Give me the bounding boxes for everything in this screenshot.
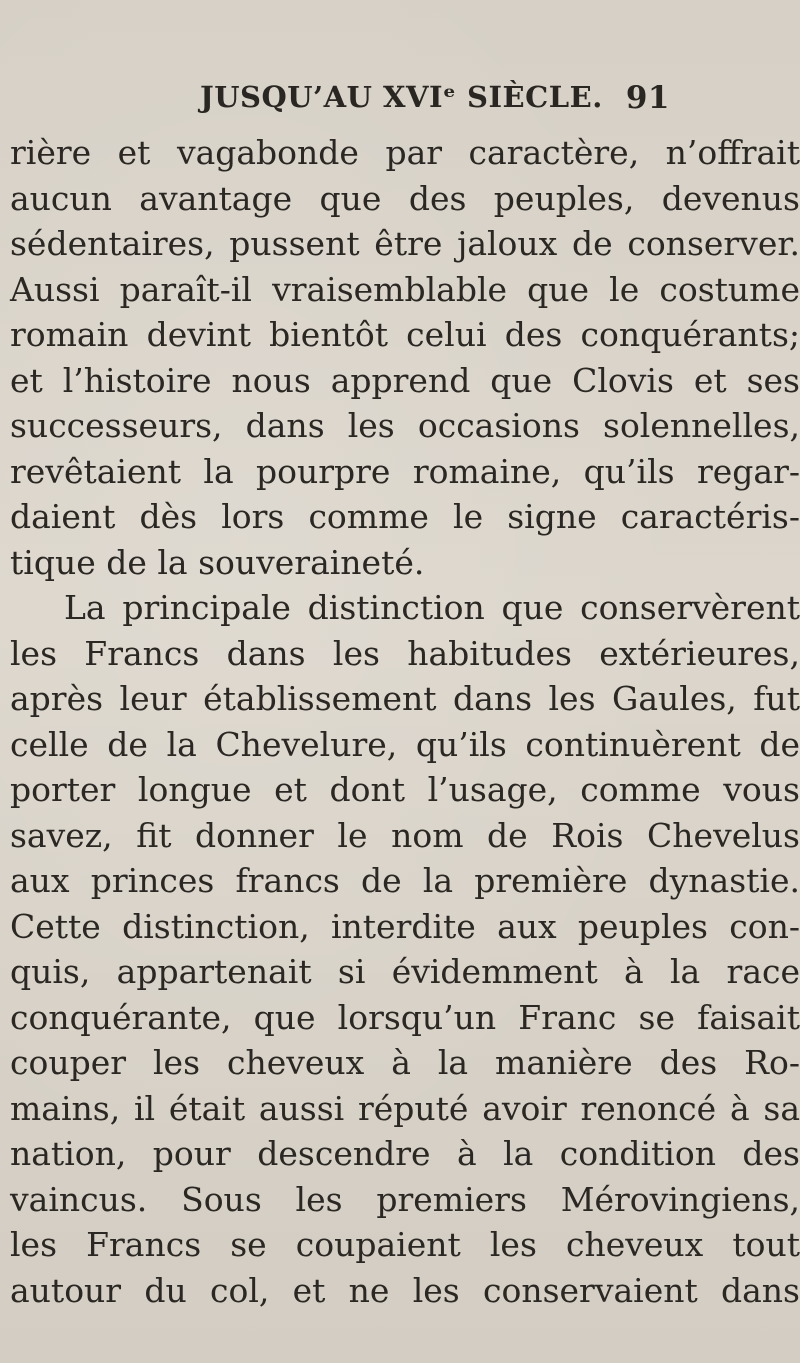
body-text	[10, 130, 800, 1313]
text-line: mains, il était aussi réputé avoir renoncé à sa	[10, 1088, 800, 1128]
text-line: sédentaires, pussent être jaloux de conserver.	[10, 224, 800, 263]
running-title: JUSQU’AU XVIᵉ SIÈCLE.	[200, 80, 603, 114]
text-line: après leur établissement dans les Gaules, fut	[10, 679, 800, 718]
text-line: couper les cheveux à la manière des Ro-	[10, 1043, 800, 1082]
text-line: daient dès lors comme le signe caractéris-	[10, 497, 800, 536]
text-line: rière et vagabonde par caractère, n’offrait	[10, 133, 800, 172]
text-line: aux princes francs de la première dynastie.	[10, 861, 800, 900]
text-line-paragraph-end: tique de la souveraineté.	[10, 542, 425, 582]
text-line: Cette distinction, interdite aux peuples con-	[10, 906, 800, 946]
text-line: quis, appartenait si évidemment à la race	[10, 952, 800, 991]
text-line-paragraph-start: La principale distinction que conservèrent	[64, 588, 800, 627]
text-line: Aussi paraît-il vraisemblable que le costume	[10, 269, 800, 309]
text-line: romain devint bientôt celui des conquérants;	[10, 315, 800, 354]
text-line: autour du col, et ne les conservaient dans	[10, 1270, 800, 1310]
page-header	[200, 80, 670, 128]
text-line: savez, fit donner le nom de Rois Chevelus	[10, 815, 800, 855]
text-line: conquérante, que lorsqu’un Franc se faisait	[10, 997, 800, 1037]
text-line: les Francs se coupaient les cheveux tout	[10, 1225, 800, 1264]
text-line: les Francs dans les habitudes extérieures,	[10, 633, 800, 673]
page-number: 91	[625, 80, 670, 116]
text-line: porter longue et dont l’usage, comme vous	[10, 770, 800, 809]
text-line: aucun avantage que des peuples, devenus	[10, 178, 800, 218]
text-line: nation, pour descendre à la condition des	[10, 1134, 800, 1173]
text-line: successeurs, dans les occasions solennelles,	[10, 406, 800, 445]
text-line: et l’histoire nous apprend que Clovis et ses	[10, 360, 800, 400]
text-line: revêtaient la pourpre romaine, qu’ils regar-	[10, 451, 800, 491]
text-line: celle de la Chevelure, qu’ils continuèrent de	[10, 724, 800, 764]
text-line: vaincus. Sous les premiers Mérovingiens,	[10, 1179, 800, 1219]
